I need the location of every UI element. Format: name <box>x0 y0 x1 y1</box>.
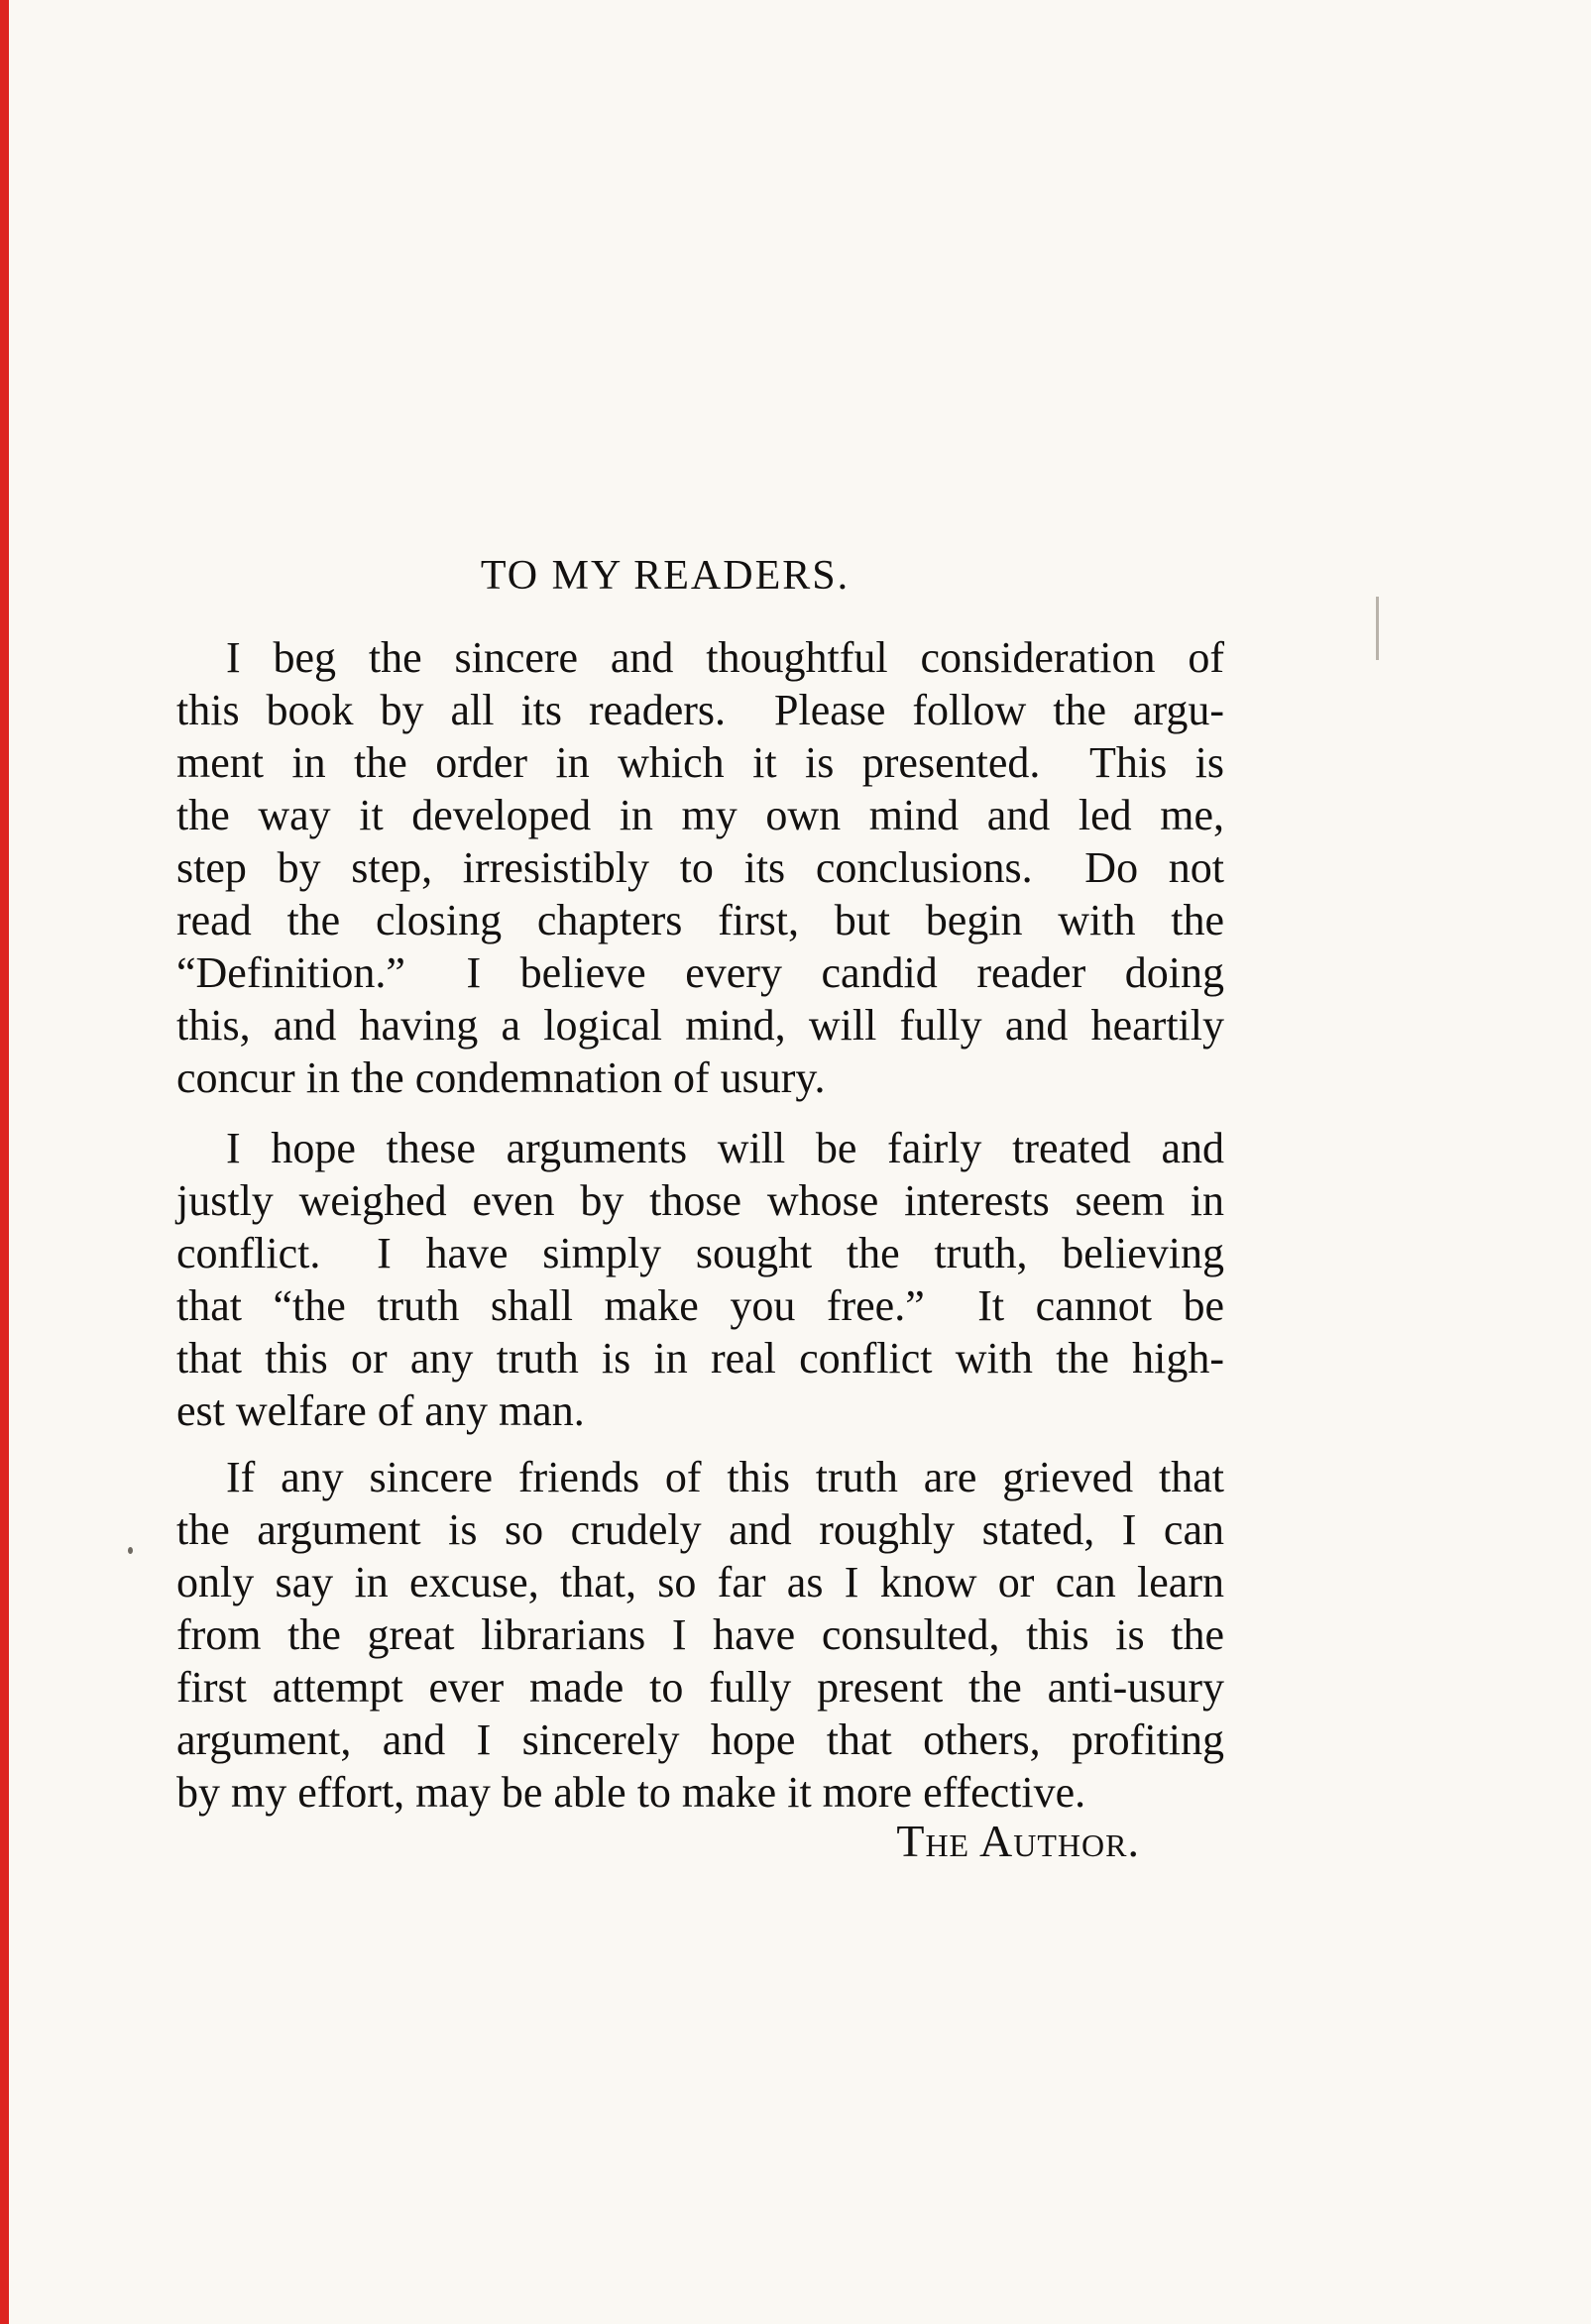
text-line: by my effort, may be able to make it more effective. <box>176 1768 1086 1817</box>
text-line: justly weighed even by those whose interests seem in <box>176 1176 1224 1225</box>
text-line: ment in the order in which it is presented. This is <box>176 738 1224 787</box>
text-line: I beg the sincere and thoughtful consideration of <box>226 633 1224 682</box>
paragraph-3 <box>176 1451 1224 1819</box>
scan-artifact-line <box>1376 597 1379 660</box>
paragraph-2 <box>176 1122 1224 1437</box>
text-line: argument, and I sincerely hope that others, profiting <box>176 1715 1224 1764</box>
text-line: this, and having a logical mind, will fully and heartily <box>176 1001 1224 1050</box>
text-line: the argument is so crudely and roughly stated, I can <box>176 1505 1224 1554</box>
text-line: only say in excuse, that, so far as I know or can learn <box>176 1558 1224 1606</box>
text-line: est welfare of any man. <box>176 1386 585 1435</box>
text-line: that this or any truth is in real conflict with the high- <box>176 1334 1224 1383</box>
text-line: the way it developed in my own mind and led me, <box>176 791 1224 839</box>
text-line: concur in the condemnation of usury. <box>176 1053 826 1102</box>
text-line: I hope these arguments will be fairly treated and <box>226 1124 1224 1172</box>
text-line: that “the truth shall make you free.” It cannot be <box>176 1281 1224 1330</box>
text-line: read the closing chapters first, but begin with the <box>176 896 1224 944</box>
text-line: step by step, irresistibly to its conclusions. Do not <box>176 843 1224 892</box>
text-line: this book by all its readers. Please follow the argu- <box>176 686 1224 734</box>
text-line: conflict. I have simply sought the truth, believing <box>176 1229 1224 1277</box>
author-signature: The Author. <box>896 1816 1140 1866</box>
text-line: If any sincere friends of this truth are grieved that <box>226 1453 1224 1501</box>
page-title: TO MY READERS. <box>480 553 851 599</box>
paragraph-1 <box>176 631 1224 1104</box>
text-line: “Definition.” I believe every candid reader doing <box>176 948 1224 997</box>
scan-edge-marker <box>0 0 9 2324</box>
text-line: from the great librarians I have consulted, this is the <box>176 1610 1224 1659</box>
scan-speck <box>128 1547 133 1554</box>
text-line: first attempt ever made to fully present the anti-usury <box>176 1663 1224 1712</box>
